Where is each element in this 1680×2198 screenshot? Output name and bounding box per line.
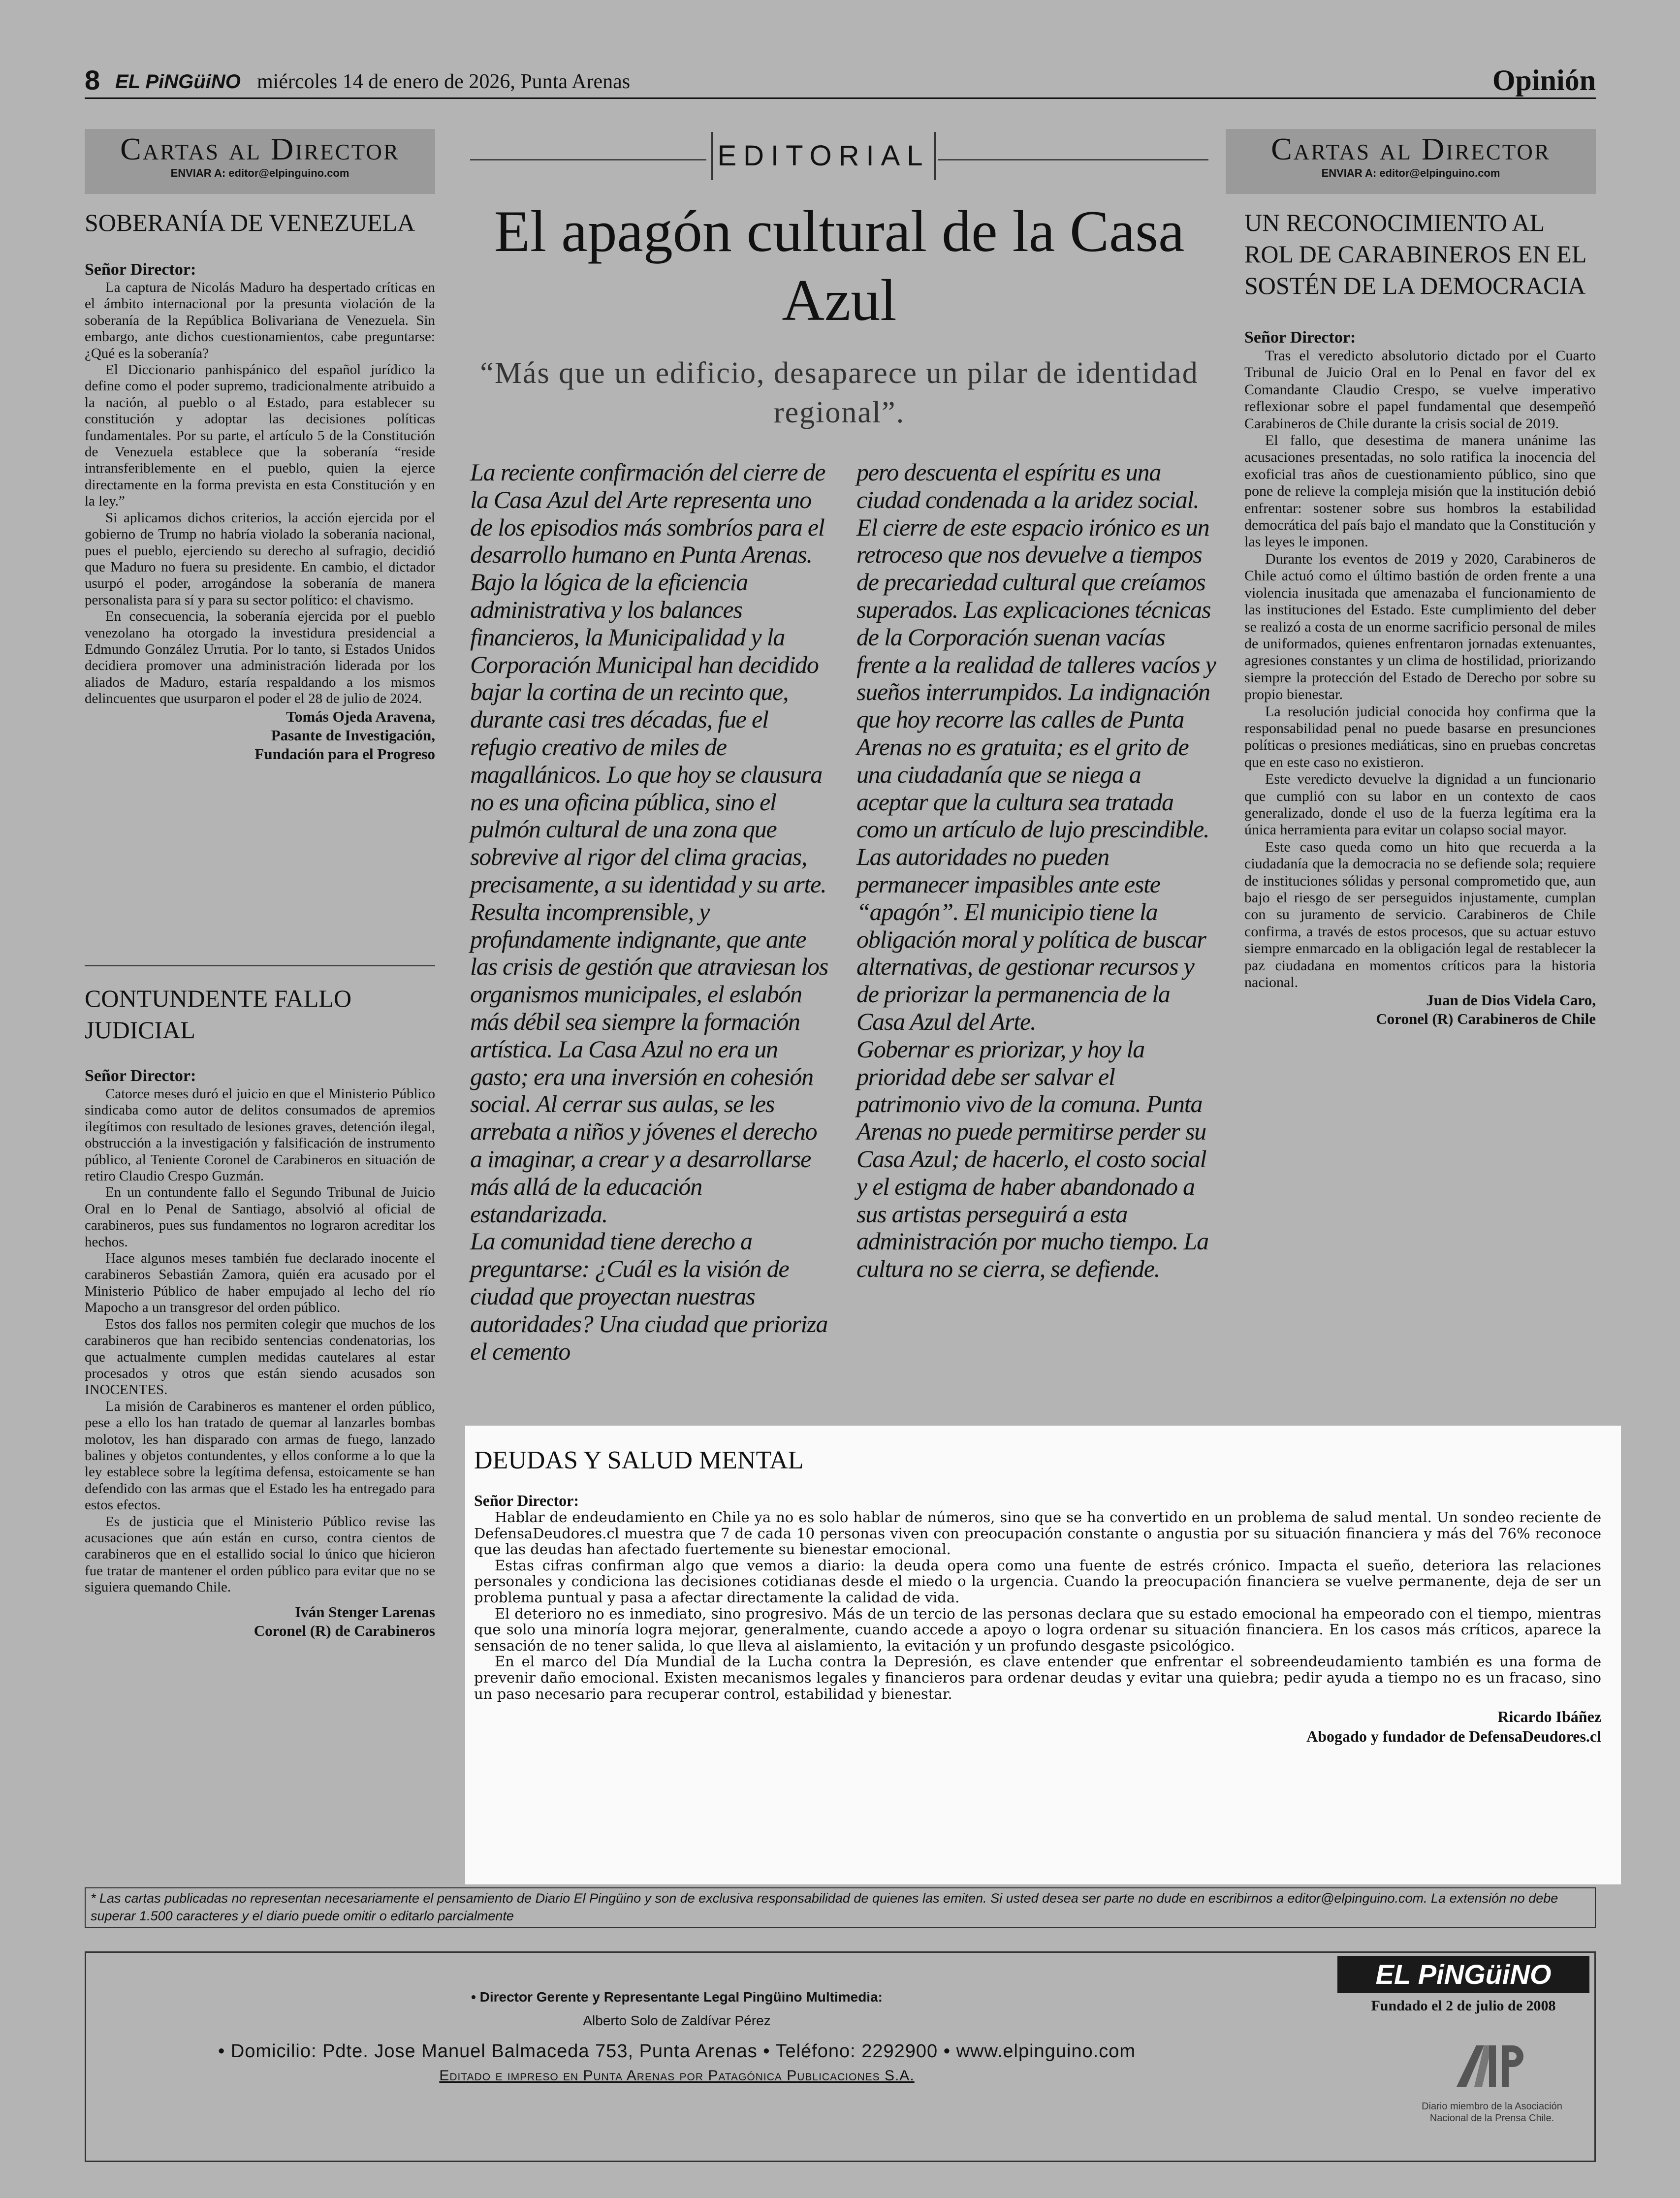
cartas-email: ENVIAR A: editor@elpinguino.com xyxy=(1321,167,1500,179)
paragraph: Estos dos fallos nos permiten colegir que muchos de los carabineros que han recibido sentencias condenatorias, los que actualmente cumplen medidas cautelares al estar procesados y otros que están siendo acusados son INOCENTES. xyxy=(85,1316,435,1398)
paragraph: En un contundente fallo el Segundo Tribunal de Juicio Oral en lo Penal de Santiago, absolvió al oficial de carabineros, pues sus fundamentos no lograron acreditar los hechos. xyxy=(85,1184,435,1250)
letter-title: UN RECONOCIMIENTO AL ROL DE CARABINEROS EN EL SOSTÉN DE LA DEMOCRACIA xyxy=(1244,209,1586,299)
anp-mark-n xyxy=(1489,2045,1496,2087)
paragraph: La resolución judicial conocida hoy confirma que la responsabilidad penal no puede basarse en presunciones políticas o presiones mediáticas, sino en pruebas concretas que en este caso no existieron. xyxy=(1244,703,1596,770)
brand-name: EL PiNGüiNO xyxy=(115,71,241,93)
letter-greeting: Señor Director: xyxy=(85,1067,196,1085)
printed-by: Editado e impreso en Punta Arenas por Patagónica Publicaciones S.A. xyxy=(439,2068,915,2084)
letter-body xyxy=(1244,348,1596,991)
letter-body xyxy=(85,1086,435,1596)
date-line: miércoles 14 de enero de 2026, Punta Arenas xyxy=(257,70,631,93)
signature-line: Fundación para el Progreso xyxy=(254,745,435,763)
editorial-paragraph: Las autoridades no pueden permanecer impasibles ante este “apagón”. El municipio tiene la obligación moral y política de buscar alternativas, de gestionar recursos y de priorizar la permanencia de la Casa Azul del Arte. xyxy=(856,843,1206,1035)
footer xyxy=(85,1951,1596,2162)
address-line: • Domicilio: Pdte. Jose Manuel Balmaceda 753, Punta Arenas • Teléfono: 2292900 • www.elpinguino.com xyxy=(218,2041,1136,2062)
paragraph: Este caso queda como un hito que recuerda a la ciudadanía que la democracia no se defiende sola; requiere de instituciones sólidas y personal comprometido que, aun bajo el riesgo de ser perseguidos injustamente, cumplan con su juramento de servicio. Carabineros de Chile confirma, a través de estos procesos, que su actuar estuvo siempre enmarcado en la obligación legal de restablecer la paz ciudadana en momentos críticos para la historia nacional. xyxy=(1244,838,1596,991)
divider xyxy=(85,965,435,966)
paragraph: La captura de Nicolás Maduro ha despertado críticas en el ámbito internacional por la presunta violación de la soberanía de la República Bolivariana de Venezuela. Sin embargo, ante dichos cuestionamientos, cabe preguntarse: ¿Qué es la soberanía? xyxy=(85,280,435,361)
anp-caption xyxy=(1366,2101,1618,2124)
cartas-title: Cartas al Director xyxy=(1271,131,1551,166)
letter-title: SOBERANÍA DE VENEZUELA xyxy=(85,209,415,236)
section-name: Opinión xyxy=(1492,64,1596,96)
editorial-paragraph: La reciente confirmación del cierre de la Casa Azul del Arte representa uno de los episodios más sombríos para el desarrollo humano en Punta Arenas. Bajo la lógica de la eficiencia administrativa y los balances financieros, la Municipalidad y la Corporación Municipal han decidido bajar la cortina de un recinto que, durante casi tres décadas, fue el refugio creativo de miles de magallánicos. Lo que hoy se clausura no es una oficina pública, sino el pulmón cultural de una zona que sobrevive al rigor del clima gracias, precisamente, a su identidad y su arte. xyxy=(470,458,826,898)
editorial-paragraph: La comunidad tiene derecho a preguntarse: ¿Cuál es la visión de ciudad que proyectan nuestras autoridades? Una ciudad que prioriza el cemento xyxy=(470,1227,828,1365)
letter-greeting: Señor Director: xyxy=(1244,328,1356,347)
editorial-rule-left xyxy=(470,159,706,160)
editorial-rule-right xyxy=(938,159,1208,160)
letter-body xyxy=(85,280,435,707)
director-name: Alberto Solo de Zaldívar Pérez xyxy=(583,2013,771,2028)
paragraph: Este veredicto devuelve la dignidad a un funcionario que cumplió con su labor en un contexto de caos generalizado, donde el uso de la fuerza legítima era la única herramienta para evitar un colapso social mayor. xyxy=(1244,771,1596,838)
anp-mark-p xyxy=(1502,2045,1523,2087)
paragraph: El deterioro no es inmediato, sino progresivo. Más de un tercio de las personas declara que su estado emocional ha empeorado con el tiempo, mientras que solo una minoría logra mejorar, generalmente, cuando accede a apoyo o logra ordenar su situación financiera. En los casos más críticos, aparece la sensación de no tener salida, lo que lleva al aislamiento, la evitación y un profundo desgaste psicológico. xyxy=(474,1605,1601,1654)
signature-line: Abogado y fundador de DefensaDeudores.cl xyxy=(1306,1727,1601,1746)
paragraph: El Diccionario panhispánico del español jurídico la define como el poder supremo, tradicionalmente atribuido a la nación, al pueblo o al Estado, para establecer su constitución y adoptar las decisiones políticas fundamentales. Por su parte, el artículo 5 de la Constitución de Venezuela establece que la soberanía “reside intransferiblemente en el pueblo, quien la ejerce directamente en la forma prevista en esta Constitución y en la ley.” xyxy=(85,362,435,510)
anp-caption-line: Nacional de la Prensa Chile. xyxy=(1429,2113,1554,2124)
cartas-email: ENVIAR A: editor@elpinguino.com xyxy=(170,167,349,179)
director-label: • Director Gerente y Representante Legal Pingüino Multimedia: xyxy=(471,1989,883,2005)
signature-line: Pasante de Investigación, xyxy=(271,726,435,744)
signature-line: Coronel (R) Carabineros de Chile xyxy=(1376,1010,1596,1028)
page-header xyxy=(85,63,1596,99)
letter-title: CONTUNDENTE FALLO JUDICIAL xyxy=(85,985,352,1044)
letter-signature xyxy=(1244,991,1596,1028)
editorial-paragraph: Resulta incomprensible, y profundamente indignante, que ante las crisis de gestión que atraviesan los organismos municipales, el eslabón más débil sea siempre la formación artística. La Casa Azul no era un gasto; era una inversión en cohesión social. Al cerrar sus aulas, se les arrebata a niños y jóvenes el derecho a imaginar, a crear y a desarrollarse más allá de la educación estandarizada. xyxy=(470,897,828,1228)
signature-line: Iván Stenger Larenas xyxy=(295,1603,435,1621)
letter-signature xyxy=(85,707,435,764)
editorial-column-2 xyxy=(856,459,1216,1283)
editorial-paragraph: Gobernar es priorizar, y hoy la prioridad debe ser salvar el patrimonio vivo de la comuna. Punta Arenas no puede permitirse perder su Casa Azul; de hacerlo, el costo social y el estigma de haber abandonado a sus artistas perseguirá a esta administración por mucho tiempo. La cultura no se cierra, se defiende. xyxy=(856,1035,1208,1283)
editorial-label: EDITORIAL xyxy=(711,132,936,180)
cartas-title: Cartas al Director xyxy=(120,131,400,166)
anp-logo-icon xyxy=(1455,2036,1528,2097)
letter-carabineros xyxy=(1244,207,1596,1028)
paragraph: Es de justicia que el Ministerio Público revise las acusaciones que aún están en curso, contra cientos de carabineros que en el estallido social lo único que hicieron fue tratar de mantener el orden público para evitar que no se siguiera quemando Chile. xyxy=(85,1513,435,1595)
letter-body xyxy=(474,1509,1601,1702)
paragraph: Si aplicamos dichos criterios, la acción ejercida por el gobierno de Trump no habría violado la soberanía nacional, pues el pueblo, ejerciendo su derecho al sufragio, decidió que Maduro no fuera su presidente. En cambio, el dictador usurpó el poder, arrogándose la soberanía de manera personalista para sí y para su sector político: el chavismo. xyxy=(85,510,435,608)
paragraph: Estas cifras confirman algo que vemos a diario: la deuda opera como una fuente de estrés crónico. Impacta el sueño, deteriora las relaciones personales y condiciona las decisiones cotidianas desde el miedo o la urgencia. Cuando la preocupación financiera se vuelve permanente, deja de ser un problema puntual y pasa a afectar directamente la calidad de vida. xyxy=(474,1557,1601,1606)
letter-greeting: Señor Director: xyxy=(85,260,196,279)
paragraph: En consecuencia, la soberanía ejercida por el pueblo venezolano ha otorgado la investidura presidencial a Edmundo González Urrutia. Por lo tanto, si Estados Unidos decidiera promover una administración liderada por los aliados de Maduro, estaría respaldando a los mismos delincuentes que usurparon el poder el 28 de julio de 2024. xyxy=(85,608,435,707)
signature-line: Juan de Dios Videla Caro, xyxy=(1426,991,1596,1009)
letter-soberania xyxy=(85,207,435,764)
signature-line: Coronel (R) de Carabineros xyxy=(254,1622,435,1639)
editorial-paragraph: pero descuenta el espíritu es una ciudad condenada a la aridez social. El cierre de este espacio irónico es un retroceso que nos devuelve a tiempos de precariedad cultural que creíamos superados. Las explicaciones técnicas de la Corporación suenan vacías frente a la realidad de talleres vacíos y sueños interrumpidos. La indignación que hoy recorre las calles de Punta Arenas no es gratuita; es el grito de una ciudadanía que se niega a aceptar que la cultura sea tratada como un artículo de lujo prescindible. xyxy=(856,458,1216,843)
cartas-header-right xyxy=(1226,129,1596,194)
paragraph: Hablar de endeudamiento en Chile ya no es solo hablar de números, sino que se ha convertido en un problema de salud mental. Un sondeo reciente de DefensaDeudores.cl muestra que 7 de cada 10 personas viven con preocupación constante o angustia por su situación financiera y más del 76% reconoce que las deudas han afectado fuertemente su bienestar emocional. xyxy=(474,1509,1601,1558)
letter-deudas xyxy=(465,1426,1621,1884)
paragraph: Tras el veredicto absolutorio dictado por el Cuarto Tribunal de Juicio Oral en lo Penal en favor del ex Comandante Claudio Crespo, se vuelve imperativo reflexionar sobre el papel fundamental que desempeñó Carabineros de Chile durante la crisis social de 2019. xyxy=(1244,348,1596,432)
letter-fallo xyxy=(85,983,435,1640)
cartas-header-left xyxy=(85,129,435,194)
editorial-title: El apagón cultural de la Casa Azul xyxy=(494,198,1185,333)
letter-greeting: Señor Director: xyxy=(474,1492,579,1509)
paragraph: En el marco del Día Mundial de la Lucha contra la Depresión, es clave entender que enfrentar el sobreendeudamiento también es una forma de prevenir daño emocional. Existen mecanismos legales y financieros para ordenar deudas y evitar una quiebra; pedir ayuda a tiempo no es un fracaso, sino un paso necesario para recuperar control, estabilidad y bienestar. xyxy=(474,1653,1601,1702)
paragraph: Durante los eventos de 2019 y 2020, Carabineros de Chile actuó como el último bastión de orden frente a una violencia inusitada que amenazaba el funcionamiento de las instituciones del Estado. Este cumplimiento del deber se realizó a costa de un enorme sacrificio personal de miles de uniformados, quienes enfrentaron jornadas extenuantes, agresiones constantes y un clima de hostilidad, priorizando siempre la protección del Estado de Derecho por sobre su propio bienestar. xyxy=(1244,550,1596,703)
paragraph: Catorce meses duró el juicio en que el Ministerio Público sindicaba como autor de delitos consumados de apremios ilegítimos con resultado de lesiones graves, detención ilegal, obstrucción a la investigación y falsificación de instrumento público, al Teniente Coronel de Carabineros en situación de retiro Claudio Crespo Guzmán. xyxy=(85,1086,435,1184)
paragraph: El fallo, que desestima de manera unánime las acusaciones presentadas, no solo ratifica la inocencia del exoficial tras años de cuestionamiento público, sino que pone de relieve la compleja misión que la institución debió enfrentar: sostener sobre sus hombros la estabilidad democrática del país bajo el mandato que la Constitución y las leyes le imponen. xyxy=(1244,432,1596,550)
paragraph: La misión de Carabineros es mantener el orden público, pese a ello los han tratado de quemar al lanzarles bombas molotov, les han disparado con armas de fuego, lanzado balines y objetos contundentes, y ellos conforme a lo que la ley establece sobre la legítima defensa, estoicamente se han defendido con las armas que el Estado les ha entregado para estos efectos. xyxy=(85,1398,435,1513)
editorial-quote: “Más que un edificio, desaparece un pilar de identidad regional”. xyxy=(480,356,1199,429)
letter-title: DEUDAS Y SALUD MENTAL xyxy=(474,1446,804,1474)
letter-signature xyxy=(85,1603,435,1640)
page-number: 8 xyxy=(85,64,100,96)
founded-date: Fundado el 2 de julio de 2008 xyxy=(1371,1998,1556,2014)
anp-caption-line: Diario miembro de la Asociación xyxy=(1422,2101,1562,2112)
disclaimer: * Las cartas publicadas no representan necesariamente el pensamiento de Diario El Pingüino y son de exclusiva responsabilidad de quienes las emiten. Si usted desea ser parte no dude en escribirnos a editor@elpinguino.com. La extensión no debe superar 1.500 caracteres y el diario puede omitir o editarlo parcialmente xyxy=(85,1887,1596,1928)
letter-signature xyxy=(474,1707,1601,1746)
signature-line: Tomás Ojeda Aravena, xyxy=(286,707,435,725)
brand-logo: EL PiNGüiNO xyxy=(1337,1956,1589,1993)
editorial-column-1 xyxy=(470,459,829,1365)
paragraph: Hace algunos meses también fue declarado inocente el carabineros Sebastián Zamora, quién era acusado por el Ministerio Público de haber empujado al lecho del río Mapocho a un transgresor del orden público. xyxy=(85,1250,435,1316)
signature-line: Ricardo Ibáñez xyxy=(1497,1708,1601,1726)
